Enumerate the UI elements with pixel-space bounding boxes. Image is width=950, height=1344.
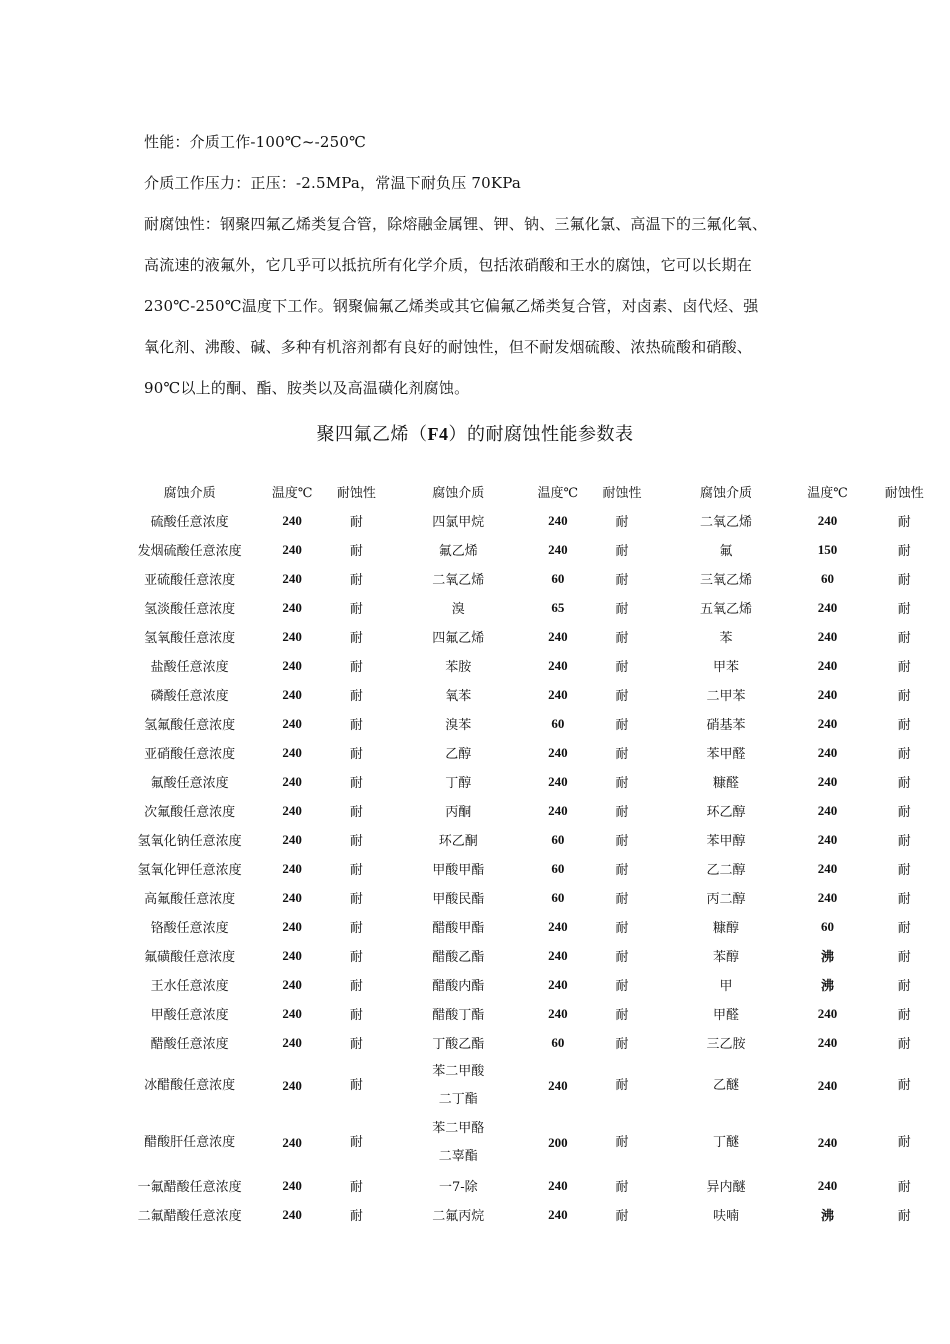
table-cell: 亚硝酸任意浓度	[144, 747, 236, 762]
table-title-bold: F4	[427, 424, 449, 444]
table-cell: 耐	[615, 1134, 629, 1150]
table-cell: 240	[548, 744, 568, 760]
table-cell: 苯胺	[445, 660, 472, 675]
table-cell: 三乙胺	[706, 1037, 746, 1052]
table-cell: 四氯甲烷	[432, 515, 485, 530]
table-cell: 王水任意浓度	[150, 979, 229, 994]
table-cell: 醋酸任意浓度	[150, 1037, 229, 1052]
table-row	[118, 796, 950, 825]
table-cell: 耐	[615, 921, 629, 936]
column-header: 耐蚀性	[336, 486, 376, 501]
table-cell: 耐	[897, 921, 911, 936]
table-cell: 耐	[349, 1077, 363, 1093]
table-cell: 溴苯	[445, 718, 472, 733]
table-row	[118, 767, 950, 796]
table-cell: 呋喃	[712, 1209, 739, 1224]
table-cell: 醋酸乙酯	[432, 950, 485, 965]
table-row	[118, 825, 950, 854]
table-cell: 耐	[349, 660, 363, 675]
table-cell: 耐	[349, 1180, 363, 1195]
table-row	[118, 506, 950, 535]
table-cell: 乙醇	[445, 747, 472, 762]
table-cell: 240	[817, 773, 838, 789]
table-cell: 240	[282, 657, 302, 673]
pressure-text: 介质工作压力：正压：-2.5MPa，常温下耐负压 70KPa	[144, 174, 522, 192]
table-cell: 240	[282, 599, 302, 615]
table-cell: 耐	[897, 747, 911, 762]
table-cell: 240	[548, 802, 568, 818]
table-cell: 次氟酸任意浓度	[144, 805, 236, 820]
table-row	[118, 738, 950, 767]
table-cell: 耐	[897, 660, 911, 675]
table-cell: 240	[548, 918, 568, 934]
table-cell: 丁醇	[445, 776, 472, 791]
table-cell: 耐	[897, 892, 911, 907]
corrosion-line: 230℃-250℃温度下工作。钢聚偏氟乙烯类或其它偏氟乙烯类复合管，对卤素、卤代烃、强	[144, 297, 759, 315]
table-body	[118, 506, 950, 1229]
table-cell: 240	[548, 628, 568, 644]
table-cell: 丙酮	[445, 805, 472, 820]
table-row	[118, 651, 950, 680]
table-cell: 240	[282, 715, 302, 731]
table-cell: 氢氧化钠任意浓度	[137, 834, 242, 849]
table-cell: 硝基苯	[706, 718, 746, 733]
table-cell: 耐	[615, 718, 629, 733]
table-cell: 硫酸任意浓度	[150, 515, 229, 530]
table-cell: 240	[282, 1177, 302, 1193]
table-cell: 240	[282, 889, 302, 905]
table-cell: 耐	[349, 573, 363, 588]
table-cell: 亚硫酸任意浓度	[144, 573, 236, 588]
table-cell: 甲酸民酯	[432, 892, 485, 907]
table-cell: 耐	[349, 515, 363, 530]
table-cell: 耐	[897, 573, 911, 588]
table-cell	[390, 1057, 527, 1114]
table-cell: 耐	[615, 1008, 629, 1023]
table-cell: 240	[548, 541, 568, 557]
table-cell: 65	[551, 599, 565, 615]
table-cell: 耐	[349, 892, 363, 907]
table-cell: 240	[282, 947, 302, 963]
table-cell: 耐	[615, 834, 629, 849]
table-row	[118, 1057, 950, 1114]
table-cell: 240	[282, 976, 302, 992]
table-cell: 240	[817, 512, 838, 528]
table-cell-line: 二丁酯	[438, 1091, 478, 1107]
table-cell-line: 苯二甲酸	[432, 1063, 485, 1079]
table-row	[118, 1200, 950, 1229]
table-cell: 耐	[615, 689, 629, 704]
table-cell: 三氧乙烯	[699, 573, 752, 588]
table-cell: 240	[817, 1177, 838, 1193]
table-cell: 铬酸任意浓度	[150, 921, 229, 936]
table-row	[118, 1114, 950, 1171]
column-header: 腐蚀介质	[432, 486, 485, 501]
table-cell: 耐	[615, 776, 629, 791]
table-cell: 耐	[615, 631, 629, 646]
table-cell: 发烟硫酸任意浓度	[137, 544, 242, 559]
table-row	[118, 564, 950, 593]
table-cell: 240	[817, 860, 838, 876]
table-cell: 240	[282, 541, 302, 557]
table-cell: 耐	[615, 1180, 629, 1195]
table-title	[0, 420, 950, 446]
corrosion-line: 90℃以上的酮、酯、胺类以及高温磺化剂腐蚀。	[144, 379, 470, 397]
table-cell: 二氟醋酸任意浓度	[137, 1209, 242, 1224]
table-cell: 耐	[615, 544, 629, 559]
table-cell: 耐	[897, 776, 911, 791]
table-cell: 240	[817, 889, 838, 905]
table-row	[118, 622, 950, 651]
table-cell: 耐	[349, 863, 363, 878]
table-cell: 耐	[349, 718, 363, 733]
table-cell: 240	[817, 657, 838, 673]
table-cell: 甲	[719, 979, 733, 994]
table-cell: 一7-除	[438, 1180, 478, 1195]
table-cell: 耐	[615, 863, 629, 878]
table-cell: 乙二醇	[706, 863, 746, 878]
table-cell: 240	[817, 1134, 838, 1150]
table-row	[118, 854, 950, 883]
table-cell: 耐	[897, 544, 911, 559]
table-cell: 240	[282, 1034, 302, 1050]
table-cell: 60	[821, 570, 834, 586]
table-row	[118, 535, 950, 564]
table-cell: 耐	[349, 921, 363, 936]
table-cell: 耐	[349, 776, 363, 791]
table-cell: 耐	[897, 805, 911, 820]
table-cell: 耐	[897, 689, 911, 704]
table-cell-line: 二辜酯	[438, 1148, 478, 1164]
table-cell: 耐	[615, 805, 629, 820]
table-cell: 耐	[897, 1077, 911, 1093]
table-cell: 氢氧化钾任意浓度	[137, 863, 242, 878]
table-cell: 240	[817, 802, 838, 818]
table-title-pre: 聚四氟乙烯（	[316, 424, 428, 445]
table-cell: 耐	[615, 979, 629, 994]
corrosion-line: 氧化剂、沸酸、碱、多种有机溶剂都有良好的耐蚀性，但不耐发烟硫酸、浓热硫酸和硝酸、	[144, 338, 753, 356]
table-cell: 氢淡酸任意浓度	[144, 602, 236, 617]
table-cell: 耐	[349, 602, 363, 617]
table-cell: 240	[548, 657, 568, 673]
table-cell: 耐	[349, 834, 363, 849]
column-header: 温度℃	[537, 486, 579, 501]
corrosion-paragraph	[144, 204, 808, 409]
table-cell: 耐	[897, 515, 911, 530]
table-row	[118, 912, 950, 941]
table-cell: 240	[282, 628, 302, 644]
table-cell: 氟磺酸任意浓度	[144, 950, 236, 965]
table-cell: 60	[551, 860, 565, 876]
table-cell: 240	[548, 1077, 568, 1093]
table-cell: 240	[282, 1005, 302, 1021]
table-cell: 240	[817, 715, 838, 731]
table-cell: 苯甲醇	[706, 834, 746, 849]
table-cell: 240	[548, 947, 568, 963]
table-cell: 醋酸丁酯	[432, 1008, 485, 1023]
table-cell: 溴	[451, 602, 465, 617]
table-cell: 240	[282, 744, 302, 760]
column-header: 腐蚀介质	[163, 486, 216, 501]
table-cell: 耐	[897, 602, 911, 617]
table-row	[118, 999, 950, 1028]
table-cell: 耐	[349, 950, 363, 965]
table-cell: 氟	[719, 544, 733, 559]
table-cell: 耐	[349, 1037, 363, 1052]
table-cell: 耐	[615, 747, 629, 762]
table-row	[118, 593, 950, 622]
table-cell: 240	[282, 773, 302, 789]
table-header-row	[118, 477, 950, 506]
table-cell: 苯	[719, 631, 733, 646]
table-cell: 异内醚	[706, 1180, 746, 1195]
table-cell: 150	[817, 541, 838, 557]
table-cell: 耐	[349, 1008, 363, 1023]
table-cell: 耐	[349, 979, 363, 994]
table-cell: 240	[548, 1005, 568, 1021]
table-cell: 240	[817, 1077, 838, 1093]
table-cell: 60	[551, 1034, 565, 1050]
table-cell: 醋酸肝任意浓度	[144, 1134, 236, 1150]
table-cell: 240	[548, 773, 568, 789]
table-cell: 耐	[897, 1209, 911, 1224]
table-row	[118, 941, 950, 970]
table-cell: 四氟乙烯	[432, 631, 485, 646]
table-cell: 60	[551, 831, 565, 847]
table-cell: 60	[551, 889, 565, 905]
table-cell: 240	[282, 1134, 302, 1150]
table-cell: 耐	[897, 1008, 911, 1023]
table-cell: 糠醛	[712, 776, 739, 791]
table-cell: 沸	[820, 1208, 834, 1223]
table-cell: 240	[817, 628, 838, 644]
table-cell: 沸	[820, 949, 834, 964]
table-cell: 耐	[615, 573, 629, 588]
table-cell: 甲醛	[712, 1008, 739, 1023]
column-header: 耐蚀性	[602, 486, 642, 501]
table-cell: 耐	[349, 631, 363, 646]
table-cell: 240	[817, 831, 838, 847]
table-cell: 240	[282, 512, 302, 528]
column-header: 腐蚀介质	[699, 486, 752, 501]
table-cell: 240	[548, 686, 568, 702]
column-header: 耐蚀性	[884, 486, 924, 501]
table-cell: 丙二醇	[706, 892, 746, 907]
table-cell: 240	[282, 1206, 302, 1222]
table-cell: 耐	[349, 544, 363, 559]
table-cell: 耐	[349, 1209, 363, 1224]
table-cell: 冰醋酸任意浓度	[144, 1077, 236, 1093]
table-row	[118, 1171, 950, 1200]
table-cell: 氢氧酸任意浓度	[144, 631, 236, 646]
table-cell: 甲苯	[712, 660, 739, 675]
table-cell: 240	[282, 918, 302, 934]
table-cell: 耐	[897, 631, 911, 646]
table-row	[118, 970, 950, 999]
table-cell: 苯醇	[712, 950, 739, 965]
table-cell: 耐	[349, 1134, 363, 1150]
table-cell: 糠醇	[712, 921, 739, 936]
table-cell: 240	[282, 686, 302, 702]
table-cell: 醋酸甲酯	[432, 921, 485, 936]
table-cell: 环乙酮	[438, 834, 478, 849]
table-cell: 耐	[897, 1180, 911, 1195]
table-cell: 耐	[615, 602, 629, 617]
table-cell: 240	[282, 802, 302, 818]
table-cell: 盐酸任意浓度	[150, 660, 229, 675]
table-cell: 耐	[349, 805, 363, 820]
table-cell: 二氧乙烯	[699, 515, 752, 530]
corrosion-line: 耐腐蚀性：钢聚四氟乙烯类复合管，除熔融金属锂、钾、钠、三氟化氯、高温下的三氟化氧、	[144, 215, 768, 233]
performance-text: 性能：介质工作-100℃~-250℃	[144, 133, 367, 151]
table-cell: 耐	[615, 515, 629, 530]
table-cell: 240	[282, 860, 302, 876]
table-cell: 240	[817, 599, 838, 615]
table-cell: 二氧乙烯	[432, 573, 485, 588]
table-cell: 240	[817, 1005, 838, 1021]
table-cell: 乙醚	[712, 1077, 739, 1093]
table-cell: 60	[551, 570, 565, 586]
table-cell: 一氟醋酸任意浓度	[137, 1180, 242, 1195]
table-cell: 240	[817, 686, 838, 702]
table-cell: 耐	[349, 689, 363, 704]
table-cell: 60	[821, 918, 834, 934]
table-cell: 240	[817, 1034, 838, 1050]
table-cell: 耐	[615, 660, 629, 675]
table-title-post: ）的耐腐蚀性能参数表	[448, 424, 634, 445]
table-cell: 氟酸任意浓度	[150, 776, 229, 791]
table-cell: 耐	[615, 892, 629, 907]
table-row	[118, 1028, 950, 1057]
table-cell: 240	[282, 831, 302, 847]
table-cell: 高氟酸任意浓度	[144, 892, 236, 907]
table-cell: 耐	[615, 1077, 629, 1093]
table-row	[118, 883, 950, 912]
table-cell: 耐	[349, 747, 363, 762]
table-cell: 氟乙烯	[438, 544, 478, 559]
table-cell: 60	[551, 715, 565, 731]
table-cell: 醋酸内酯	[432, 979, 485, 994]
table-row	[118, 709, 950, 738]
table-cell: 丁酸乙酯	[432, 1037, 485, 1052]
table-cell: 苯甲醛	[706, 747, 746, 762]
table-cell: 环乙醇	[706, 805, 746, 820]
table-cell: 240	[548, 976, 568, 992]
table-cell-line: 苯二甲酪	[432, 1120, 485, 1136]
table-cell: 240	[548, 1177, 568, 1193]
table-cell: 甲酸任意浓度	[150, 1008, 229, 1023]
column-header: 温度℃	[271, 486, 313, 501]
table-cell: 240	[548, 1206, 568, 1222]
table-cell: 氢氟酸任意浓度	[144, 718, 236, 733]
table-cell: 五氧乙烯	[699, 602, 752, 617]
table-cell: 氧苯	[445, 689, 472, 704]
table-cell: 耐	[897, 1134, 911, 1150]
table-row	[118, 680, 950, 709]
table-cell: 耐	[897, 834, 911, 849]
table-cell: 磷酸任意浓度	[150, 689, 229, 704]
table-cell: 240	[548, 512, 568, 528]
table-cell: 240	[817, 744, 838, 760]
column-header: 温度℃	[807, 486, 848, 501]
table-cell: 二甲苯	[706, 689, 746, 704]
table-cell: 甲酸甲酯	[432, 863, 485, 878]
table-cell: 丁醚	[712, 1134, 739, 1150]
table-cell: 耐	[897, 950, 911, 965]
table-cell: 耐	[897, 863, 911, 878]
table-cell: 耐	[897, 979, 911, 994]
corrosion-table	[118, 477, 950, 1229]
table-cell	[390, 1114, 527, 1171]
table-cell: 耐	[897, 718, 911, 733]
table-cell: 200	[548, 1134, 568, 1150]
table-cell: 240	[282, 570, 302, 586]
table-cell: 二氟丙烷	[432, 1209, 485, 1224]
table-cell: 耐	[897, 1037, 911, 1052]
table-cell: 耐	[615, 1037, 629, 1052]
corrosion-line: 高流速的液氟外，它几乎可以抵抗所有化学介质，包括浓硝酸和王水的腐蚀，它可以长期在	[144, 256, 753, 274]
table-cell: 沸	[820, 978, 834, 993]
table-cell: 耐	[615, 1209, 629, 1224]
table-cell: 耐	[615, 950, 629, 965]
table-cell: 240	[282, 1077, 302, 1093]
